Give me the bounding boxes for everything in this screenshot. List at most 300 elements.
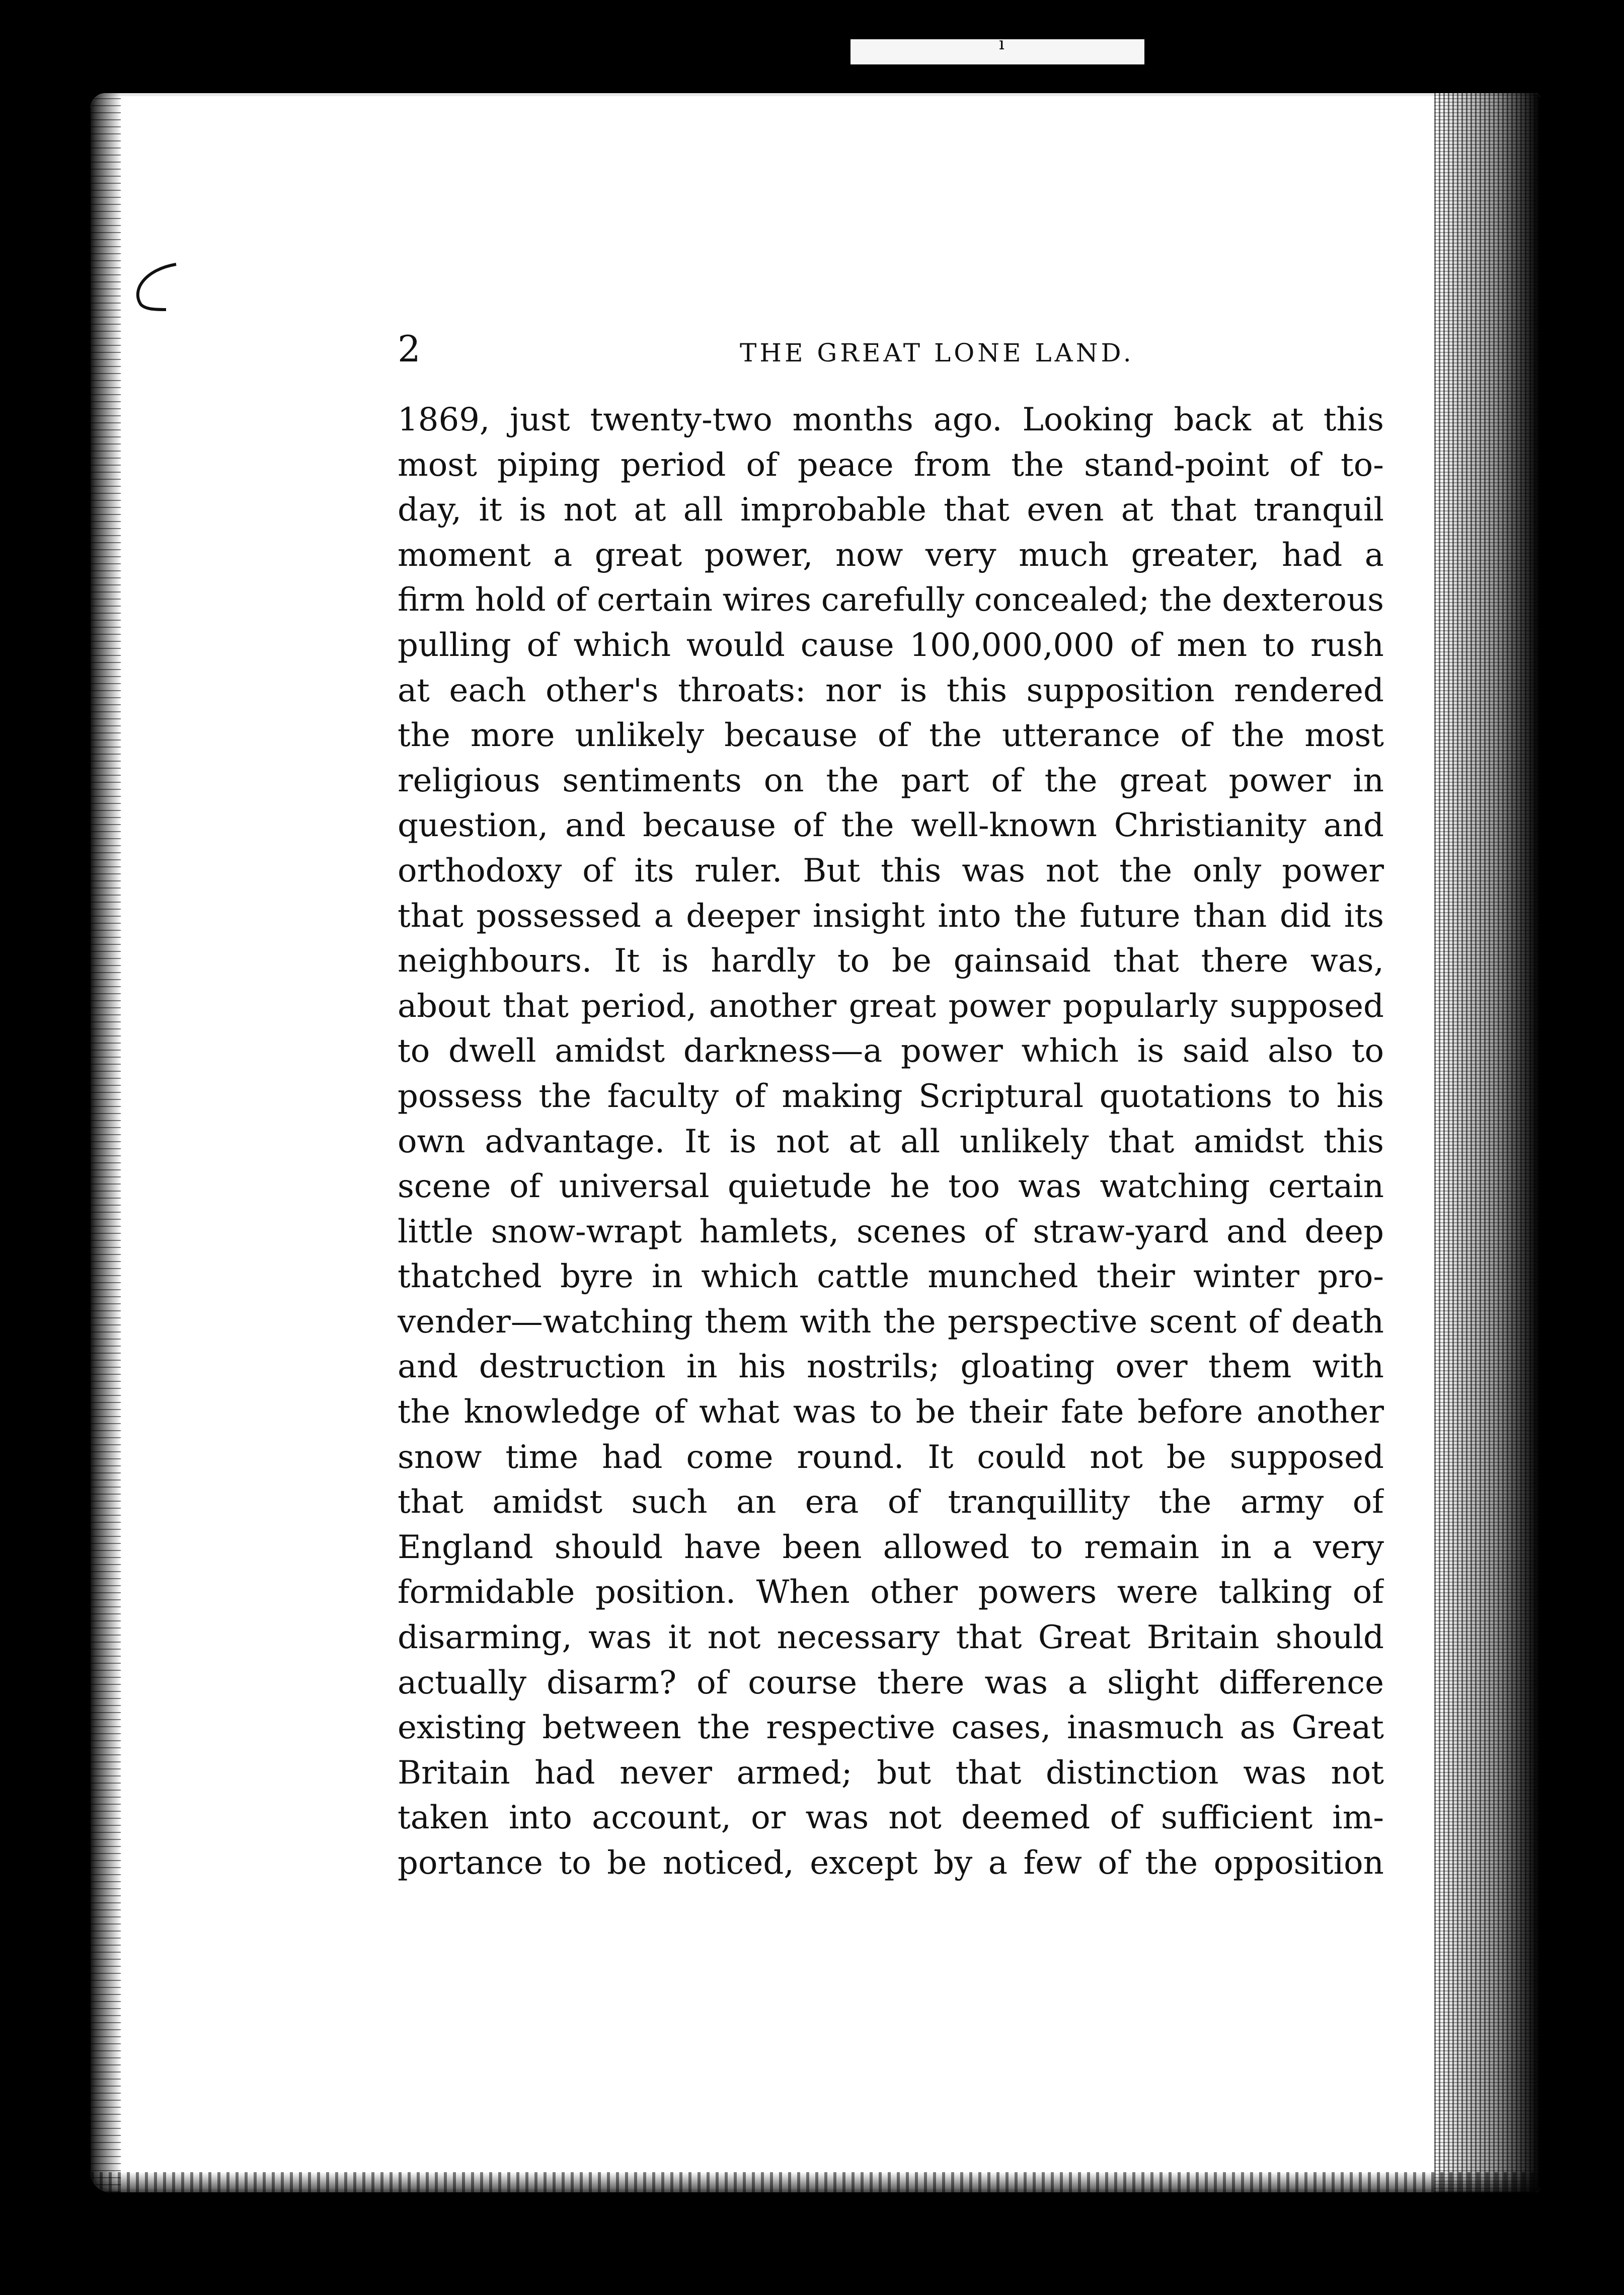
word: own (398, 1123, 466, 1160)
word: future (1079, 897, 1181, 935)
word: and (398, 1348, 458, 1386)
word: the (1119, 852, 1173, 890)
word: little (398, 1213, 474, 1250)
word: distinction (1046, 1754, 1219, 1792)
word: them (705, 1303, 788, 1341)
word: only (1192, 852, 1262, 890)
word: was (588, 1619, 652, 1657)
word: scent (1149, 1303, 1237, 1341)
word: to (559, 1844, 591, 1882)
word: be (915, 1393, 956, 1431)
word: twenty-two (590, 401, 772, 438)
word: nostrils; (806, 1348, 940, 1386)
word: an (736, 1484, 777, 1521)
word: of (582, 852, 614, 890)
word: thatched (398, 1258, 542, 1296)
word: religious (398, 762, 540, 799)
word: of (877, 717, 909, 755)
word: darkness—a (683, 1032, 883, 1070)
word: have (684, 1528, 761, 1566)
text-line (398, 488, 1384, 533)
word: It (614, 942, 640, 980)
word: winter (1193, 1258, 1299, 1296)
margin-pencil-mark (126, 259, 186, 315)
word: another (709, 987, 837, 1025)
word: most (1304, 717, 1384, 755)
word: was (962, 852, 1025, 890)
word: pulling (398, 626, 511, 664)
word: another (1256, 1393, 1384, 1431)
word: the (1044, 762, 1098, 799)
word: quotations (1099, 1077, 1273, 1115)
word: a (553, 536, 573, 574)
word: necessary (777, 1619, 940, 1657)
text-line (398, 1480, 1384, 1525)
word: this (1323, 1123, 1384, 1160)
word: there (1201, 942, 1288, 980)
word: men (1177, 626, 1248, 664)
word: few (1023, 1844, 1082, 1882)
word: disarming, (398, 1619, 572, 1657)
word: Great (1291, 1709, 1384, 1747)
word: not (1045, 852, 1099, 890)
word: faculty (607, 1077, 719, 1115)
word: of (1110, 1799, 1141, 1837)
word: was, (1310, 942, 1384, 980)
word: to (1030, 1528, 1063, 1566)
word: is (729, 1123, 757, 1160)
word: ago. (933, 401, 1002, 438)
word: destruction (479, 1348, 666, 1386)
word: to (1288, 1077, 1321, 1115)
word: other (870, 1574, 958, 1611)
word: before (1137, 1393, 1243, 1431)
word: power (1282, 852, 1384, 890)
word: part (901, 762, 969, 799)
word: quietude (727, 1168, 872, 1206)
word: had (1282, 536, 1343, 574)
word: sufficient (1161, 1799, 1313, 1837)
word: piping (497, 446, 600, 484)
word: with (1312, 1348, 1384, 1386)
word: hold (475, 581, 546, 619)
text-line (398, 759, 1384, 804)
word: the (1014, 897, 1067, 935)
text-line (398, 1706, 1384, 1751)
word: at (634, 491, 666, 529)
word: each (449, 672, 526, 709)
word: neighbours. (398, 942, 592, 980)
word: making (782, 1077, 903, 1115)
running-title: THE GREAT LONE LAND. (740, 338, 1134, 367)
word: supposed (1229, 1438, 1384, 1476)
word: Looking (1022, 401, 1154, 438)
word: that (398, 1484, 463, 1521)
word: which (573, 626, 671, 664)
word: knowledge (463, 1393, 641, 1431)
text-line (398, 1345, 1384, 1390)
word: of (1180, 717, 1212, 755)
word: also (1268, 1032, 1333, 1070)
word: with (800, 1303, 872, 1341)
word: because (643, 807, 776, 845)
word: of (509, 1168, 541, 1206)
text-line (398, 1029, 1384, 1074)
word: hamlets, (699, 1213, 839, 1250)
word: snow-wrapt (491, 1213, 682, 1250)
word: of (1352, 1574, 1384, 1611)
word: tranquillity (948, 1484, 1130, 1521)
word: not (776, 1123, 829, 1160)
word: of (697, 1664, 728, 1701)
word: their (1096, 1258, 1175, 1296)
word: as (1240, 1709, 1276, 1747)
word: course (748, 1664, 858, 1701)
word: that (944, 491, 1010, 529)
text-line (398, 1570, 1384, 1615)
text-line (398, 1435, 1384, 1480)
word: said (1182, 1032, 1250, 1070)
word: much (1019, 536, 1109, 574)
word: such (631, 1484, 708, 1521)
word: Britain (1146, 1619, 1260, 1657)
word: was (805, 1799, 869, 1837)
word: a (1364, 536, 1384, 574)
word: other's (546, 672, 659, 709)
word: should (554, 1528, 663, 1566)
word: was (793, 1393, 857, 1431)
word: should (1275, 1619, 1384, 1657)
word: is (1137, 1032, 1165, 1070)
word: the (929, 717, 982, 755)
word: peace (797, 446, 894, 484)
text-line (398, 1751, 1384, 1796)
word: the (841, 807, 894, 845)
word: round. (797, 1438, 904, 1476)
word: improbable (740, 491, 926, 529)
word: never (620, 1754, 712, 1792)
word: gloating (960, 1348, 1095, 1386)
word: question, (398, 807, 549, 845)
scan-top-tab (850, 39, 1144, 64)
word: their (969, 1393, 1048, 1431)
word: it (479, 491, 502, 529)
word: period (621, 446, 726, 484)
word: than (1193, 897, 1267, 935)
word: at (1121, 491, 1153, 529)
word: is (900, 672, 927, 709)
word: fate (1061, 1393, 1124, 1431)
text-line (398, 1525, 1384, 1571)
text-line (398, 1390, 1384, 1435)
word: unlikely (959, 1123, 1089, 1160)
word: of (984, 1213, 1016, 1250)
text-line (398, 1841, 1384, 1886)
word: dwell (448, 1032, 536, 1070)
word: popularly (1062, 987, 1218, 1025)
word: of (556, 581, 587, 619)
word: to (1351, 1032, 1384, 1070)
word: certain (1268, 1168, 1384, 1206)
word: slight (1107, 1664, 1199, 1701)
word: byre (560, 1258, 634, 1296)
text-line (398, 1796, 1384, 1841)
word: nor (825, 672, 881, 709)
word: that (955, 1754, 1022, 1792)
word: snow (398, 1438, 482, 1476)
word: day, (398, 491, 462, 529)
text-line (398, 803, 1384, 849)
word: is (519, 491, 547, 529)
word: universal (559, 1168, 710, 1206)
word: England (398, 1528, 533, 1566)
text-line (398, 1120, 1384, 1165)
word: perspective (948, 1303, 1138, 1341)
word: vender—watching (398, 1303, 693, 1341)
word: them (1208, 1348, 1292, 1386)
word: his (738, 1348, 786, 1386)
body-text (398, 398, 1384, 1886)
word: scene (398, 1168, 491, 1206)
word: watching (1100, 1168, 1250, 1206)
text-line (398, 1074, 1384, 1120)
word: Britain (398, 1754, 510, 1792)
word: a (1068, 1664, 1088, 1701)
word: except (810, 1844, 918, 1882)
word: possessed (476, 897, 641, 935)
word: carefully (821, 581, 965, 619)
page-right-edge (1434, 93, 1540, 2192)
word: a (654, 897, 673, 935)
word: cause (800, 626, 894, 664)
word: hardly (711, 942, 815, 980)
word: amidst (1194, 1123, 1304, 1160)
word: of (734, 1077, 766, 1115)
word: the (1231, 717, 1285, 755)
word: in (1353, 762, 1384, 799)
word: back (1174, 401, 1252, 438)
word: firm (398, 581, 465, 619)
text-line (398, 1164, 1384, 1210)
word: of (1352, 1484, 1384, 1521)
word: munched (927, 1258, 1078, 1296)
word: deep (1304, 1213, 1384, 1250)
text-line (398, 533, 1384, 578)
word: at (398, 672, 430, 709)
word: amidst (492, 1484, 603, 1521)
word: and (1226, 1213, 1287, 1250)
word: moment (398, 536, 531, 574)
word: of (746, 446, 778, 484)
word: had (534, 1754, 595, 1792)
word: be (607, 1844, 647, 1882)
word: to (870, 1393, 902, 1431)
word: to- (1341, 446, 1384, 484)
word: this (946, 672, 1008, 709)
word: allowed (883, 1528, 1010, 1566)
word: army (1240, 1484, 1324, 1521)
word: had (602, 1438, 663, 1476)
word: cases, (951, 1709, 1051, 1747)
word: difference (1218, 1664, 1384, 1701)
word: talking (1218, 1574, 1333, 1611)
word: throats: (678, 672, 806, 709)
word: deemed (961, 1799, 1091, 1837)
word: come (686, 1438, 774, 1476)
word: on (763, 762, 804, 799)
text-line (398, 443, 1384, 488)
word: power (948, 987, 1051, 1025)
word: possess (398, 1077, 523, 1115)
word: remain (1084, 1528, 1200, 1566)
word: that (956, 1619, 1022, 1657)
word: this (881, 852, 942, 890)
word: portance (398, 1844, 543, 1882)
word: power (1228, 762, 1331, 799)
page-bottom-edge (91, 2172, 1540, 2192)
word: certain (597, 581, 713, 619)
word: but (877, 1754, 931, 1792)
word: more (470, 717, 555, 755)
word: great (1119, 762, 1207, 799)
word: death (1291, 1303, 1384, 1341)
word: were (1117, 1574, 1198, 1611)
word: the (398, 1393, 450, 1431)
word: was (984, 1664, 1048, 1701)
word: scenes (856, 1213, 967, 1250)
word: now (835, 536, 903, 574)
text-line (398, 1300, 1384, 1345)
word: dexterous (1222, 581, 1384, 619)
word: that (503, 987, 569, 1025)
text-line (398, 1615, 1384, 1661)
word: to (1262, 626, 1295, 664)
word: existing (398, 1709, 526, 1747)
word: or (751, 1799, 786, 1837)
word: of (1098, 1844, 1129, 1882)
word: well-known (911, 807, 1097, 845)
text-line (398, 1210, 1384, 1255)
word: just (510, 401, 570, 438)
page-left-edge (91, 93, 121, 2192)
word: at (1271, 401, 1303, 438)
word: tranquil (1254, 491, 1384, 529)
word: into (508, 1799, 572, 1837)
word: which (701, 1258, 799, 1296)
word: because (724, 717, 858, 755)
word: in (1220, 1528, 1252, 1566)
word: at (848, 1123, 881, 1160)
word: too (948, 1168, 1000, 1206)
word: be (1166, 1438, 1206, 1476)
text-line (398, 849, 1384, 894)
text-line (398, 398, 1384, 443)
word: Great (1038, 1619, 1131, 1657)
word: opposition (1213, 1844, 1384, 1882)
word: was (1243, 1754, 1306, 1792)
word: straw-yard (1033, 1213, 1209, 1250)
word: inasmuch (1067, 1709, 1224, 1747)
word: of (1130, 626, 1162, 664)
word: pro- (1318, 1258, 1384, 1296)
word: rush (1310, 626, 1384, 664)
word: not (888, 1799, 942, 1837)
word: powers (978, 1574, 1097, 1611)
word: 1869, (398, 401, 490, 438)
page-number: 2 (398, 328, 421, 370)
word: the (883, 1303, 936, 1341)
word: amidst (555, 1032, 665, 1070)
word: of (887, 1484, 919, 1521)
word: great (594, 536, 682, 574)
word: its (634, 852, 674, 890)
word: in (686, 1348, 718, 1386)
word: position. (595, 1574, 736, 1611)
word: power (901, 1032, 1003, 1070)
word: that (1108, 1123, 1175, 1160)
text-line (398, 894, 1384, 939)
word: not (1090, 1438, 1143, 1476)
word: a (1273, 1528, 1292, 1566)
word: noticed, (662, 1844, 794, 1882)
word: the (1158, 1484, 1212, 1521)
word: about (398, 987, 491, 1025)
word: period, (581, 987, 697, 1025)
word: It (927, 1438, 954, 1476)
word: all (900, 1123, 941, 1160)
word: what (699, 1393, 780, 1431)
word: the (1159, 581, 1212, 619)
word: armed; (736, 1754, 853, 1792)
word: rendered (1234, 672, 1384, 709)
word: by (934, 1844, 973, 1882)
word: of (991, 762, 1023, 799)
word: and (565, 807, 626, 845)
word: he (890, 1168, 930, 1206)
word: it (668, 1619, 691, 1657)
word: the (538, 1077, 592, 1115)
word: between (542, 1709, 681, 1747)
word: the (1011, 446, 1064, 484)
word: all (683, 491, 723, 529)
word: over (1115, 1348, 1188, 1386)
word: most (398, 446, 477, 484)
word: the (826, 762, 879, 799)
word: formidable (398, 1574, 575, 1611)
word: of (526, 626, 558, 664)
word: which (1021, 1032, 1119, 1070)
word: not (563, 491, 617, 529)
word: could (977, 1438, 1066, 1476)
word: that (1113, 942, 1179, 980)
word: there (877, 1664, 965, 1701)
word: the (398, 717, 450, 755)
word: era (805, 1484, 859, 1521)
word: would (686, 626, 785, 664)
word: very (1313, 1528, 1384, 1566)
word: a (988, 1844, 1008, 1882)
word: from (913, 446, 991, 484)
word: months (792, 401, 913, 438)
word: to (837, 942, 870, 980)
word: power, (704, 536, 813, 574)
word: orthodoxy (398, 852, 562, 890)
word: time (505, 1438, 579, 1476)
word: supposition (1026, 672, 1215, 709)
word: did (1279, 897, 1332, 935)
text-line (398, 984, 1384, 1029)
word: to (398, 1032, 430, 1070)
